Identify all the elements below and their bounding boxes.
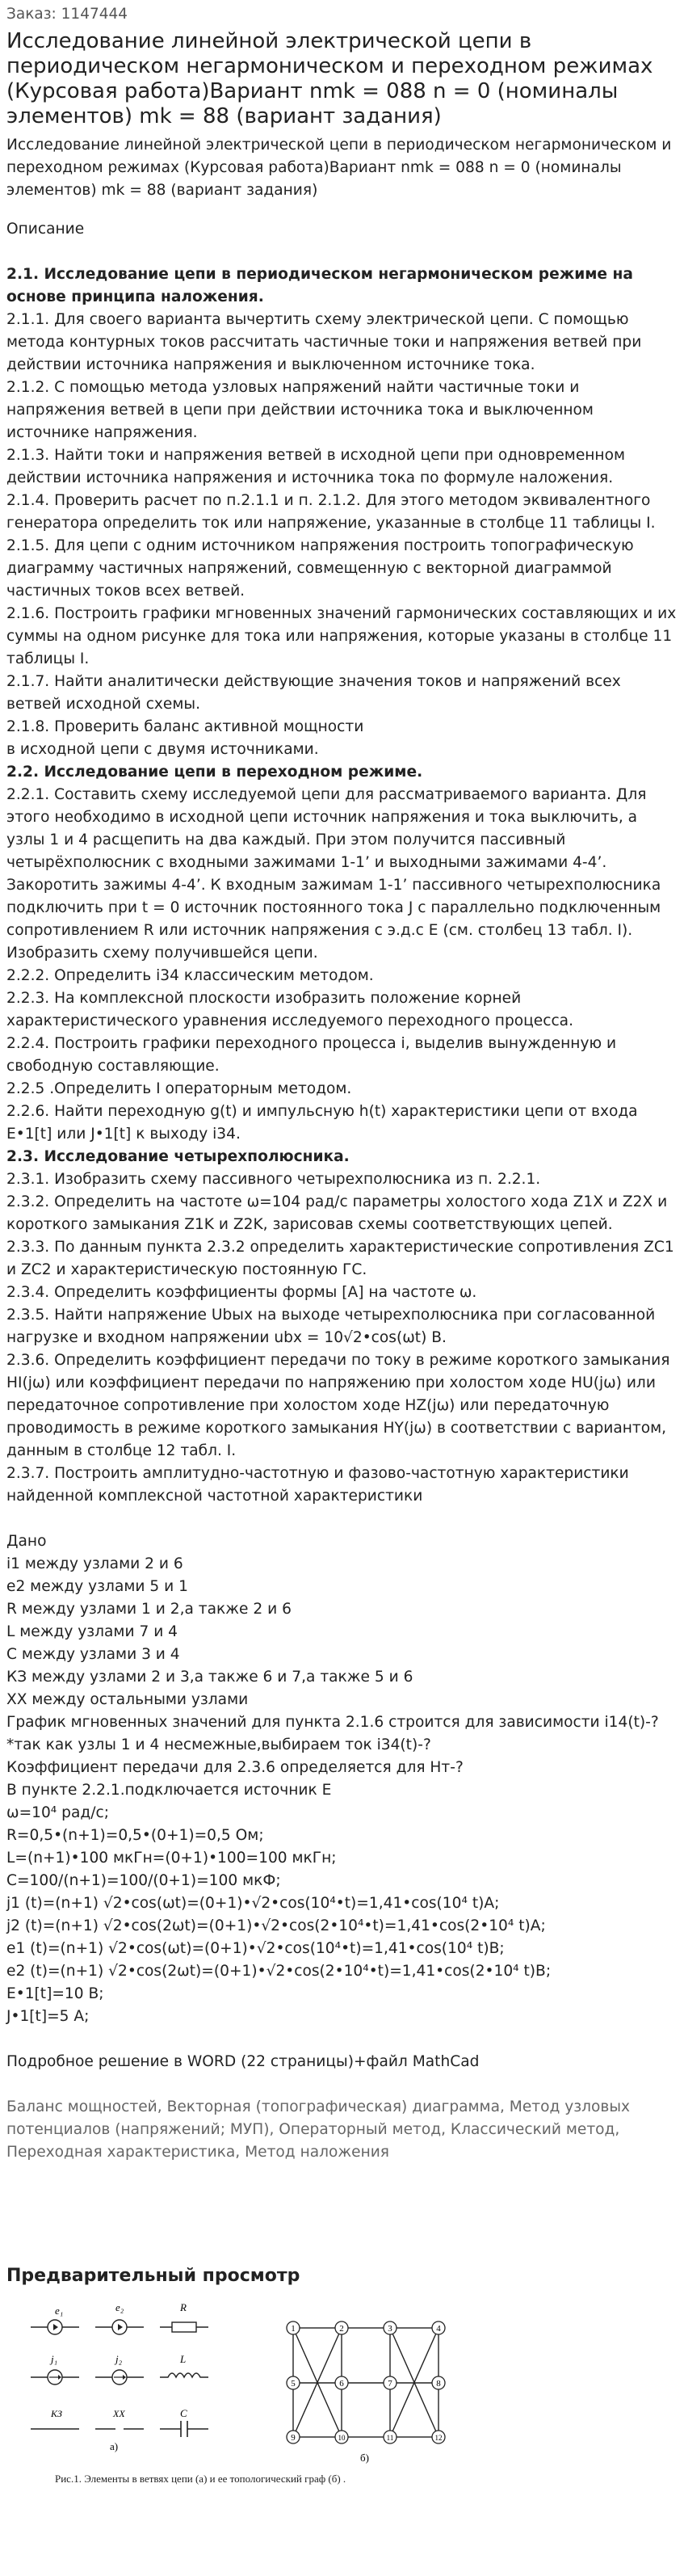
given-line: C=100/(n+1)=100/(0+1)=100 мкФ; xyxy=(6,1872,281,1889)
figure-caption: Рис.1. Элементы в ветвях цепи (а) и ее топологический граф (б) . xyxy=(55,2473,346,2485)
task-item: 2.3.6. Определить коэффициент передачи по току в режиме короткого замыкания HI(jω) или коэффициент передачи по напряжению при холостом ходе HU(jω) или передаточное сопротивление при холостом ходе HZ(jω) или передаточную проводимость в режиме короткого замыкания HY(jω) в соответствии с вариантом, данным в столбце 12 табл. I. xyxy=(6,1352,670,1459)
element-R xyxy=(160,2301,208,2332)
solution-note: Подробное решение в WORD (22 страницы)+файл MathCad xyxy=(6,2053,480,2070)
given-data xyxy=(6,1530,678,2028)
figure-b-label: б) xyxy=(360,2452,369,2464)
task-item: 2.2.2. Определить i34 классическим методом. xyxy=(6,967,374,984)
section-heading: 2.1. Исследование цепи в периодическом негармоническом режиме на основе принципа наложения. xyxy=(6,266,633,305)
given-line: В пункте 2.2.1.подключается источник E xyxy=(6,1782,332,1799)
task-item: 2.1.1. Для своего варианта вычертить схему электрической цепи. С помощью метода контурных токов рассчитать частичные токи и напряжения ветвей при действии источника напряжения и выключенном источнике тока. xyxy=(6,311,642,373)
given-line: КЗ между узлами 2 и 3,а также 6 и 7,а также 5 и 6 xyxy=(6,1669,413,1686)
task-item: 2.1.3. Найти токи и напряжения ветвей в исходной цепи при одновременном действии источника напряжения и источника тока по формуле наложения. xyxy=(6,447,625,486)
description-label: Описание xyxy=(6,221,85,238)
figure-a-label: а) xyxy=(110,2440,119,2452)
task-description xyxy=(6,263,678,1508)
given-line: ω=10⁴ рад/с; xyxy=(6,1804,109,1821)
task-item: 2.1.8. Проверить баланс активной мощности xyxy=(6,718,364,735)
given-line: e2 между узлами 5 и 1 xyxy=(6,1578,188,1595)
kz-label: КЗ xyxy=(51,2408,62,2419)
C-label: C xyxy=(180,2407,187,2419)
task-item: 2.3.2. Определить на частоте ω=104 рад/с параметры холостого хода Z1X и Z2X и короткого замыкания Z1K и Z2K, зарисовав схемы соответствующих цепей. xyxy=(6,1193,668,1233)
j1-label: j₁ xyxy=(51,2353,58,2365)
graph-node-label: 3 xyxy=(388,2324,392,2334)
tag-list: Баланс мощностей, Векторная (топографическая) диаграмма, Метод узловых потенциалов (напряжений; МУП), Операторный метод, Классический метод, Переходная характеристика, Метод наложения xyxy=(6,2098,631,2161)
task-item: 2.3.3. По данным пункта 2.3.2 определить характеристические сопротивления ZC1 и ZC2 и характеристическую постоянную ГC. xyxy=(6,1239,674,1278)
task-item: 2.3.7. Построить амплитудно-частотную и фазово-частотную характеристики найденной комплексной частотной характеристики xyxy=(6,1465,629,1505)
element-L xyxy=(160,2353,208,2377)
given-line: *так как узлы 1 и 4 несмежные,выбираем ток i34(t)-? xyxy=(6,1736,431,1753)
L-label: L xyxy=(180,2353,187,2365)
j2-label: j₂ xyxy=(115,2353,123,2365)
topological-graph xyxy=(293,2328,439,2437)
section-heading: 2.3. Исследование четырехполюсника. xyxy=(6,1148,350,1165)
given-line: Дано xyxy=(6,1533,47,1550)
given-line: J•1[t]=5 A; xyxy=(6,2008,90,2025)
e1-label: e₁ xyxy=(55,2305,64,2317)
given-line: R между узлами 1 и 2,а также 2 и 6 xyxy=(6,1601,292,1618)
task-item: 2.1.4. Проверить расчет по п.2.1.1 и п. 2.1.2. Для этого методом эквивалентного генератора определить ток или напряжение, указанные в столбце 11 таблицы I. xyxy=(6,492,656,532)
element-j2 xyxy=(95,2353,144,2384)
circuit-figure xyxy=(6,2300,459,2469)
task-item: 2.3.1. Изобразить схему пассивного четырехполюсника из п. 2.2.1. xyxy=(6,1171,541,1188)
given-line: E•1[t]=10 B; xyxy=(6,1985,104,2002)
page-title: Исследование линейной электрической цепи в периодическом негармоническом и переходном режимах (Курсовая работа)Вариант nmk = 088 n = 0 (номиналы элементов) mk = 88 (вариант задания) xyxy=(6,29,653,128)
task-item: 2.3.5. Найти напряжение Ubыx на выходе четырехполюсника при согласованной нагрузке и входном напряжении ubx = 10√2•cos(ωt) B. xyxy=(6,1307,656,1346)
task-item: 2.1.6. Построить графики мгновенных значений гармонических составляющих и их суммы на одном рисунке для тока или напряжения, которые указаны в столбце 11 таблицы I. xyxy=(6,605,677,667)
element-j1 xyxy=(31,2353,79,2384)
graph-node-label: 12 xyxy=(434,2434,443,2442)
spacer xyxy=(6,1508,678,1530)
task-item: 2.1.5. Для цепи с одним источником напряжения построить топографическую диаграмму частичных напряжений, совмещенную с векторной диаграммой частичных токов всех ветвей. xyxy=(6,537,634,600)
element-xx xyxy=(95,2408,144,2429)
order-number: Заказ: 1147444 xyxy=(6,6,128,23)
graph-node-label: 9 xyxy=(291,2433,296,2443)
spacer xyxy=(6,2028,678,2051)
given-line: j1 (t)=(n+1) √2•cos(ωt)=(0+1)•√2•cos(10⁴•t)=1,41•cos(10⁴ t)A; xyxy=(6,1895,500,1912)
given-line: График мгновенных значений для пункта 2.1.6 строится для зависимости i14(t)-? xyxy=(6,1714,659,1731)
given-line: e2 (t)=(n+1) √2•cos(2ωt)=(0+1)•√2•cos(2•10⁴•t)=1,41•cos(2•10⁴ t)B; xyxy=(6,1963,552,1980)
graph-node-label: 11 xyxy=(386,2434,394,2442)
graph-node-label: 6 xyxy=(339,2379,344,2389)
element-e1 xyxy=(31,2305,79,2334)
given-line: L=(n+1)•100 мкГн=(0+1)•100=100 мкГн; xyxy=(6,1850,337,1867)
graph-node-label: 8 xyxy=(436,2379,441,2389)
R-label: R xyxy=(180,2301,187,2313)
given-line: i1 между узлами 2 и 6 xyxy=(6,1555,183,1572)
graph-node-label: 7 xyxy=(388,2379,392,2389)
task-item: 2.1.7. Найти аналитически действующие значения токов и напряжений всех ветвей исходной схемы. xyxy=(6,673,621,713)
task-item: в исходной цепи с двумя источниками. xyxy=(6,741,319,758)
preview-figure xyxy=(6,2300,678,2486)
given-line: C между узлами 3 и 4 xyxy=(6,1646,180,1663)
graph-node-label: 1 xyxy=(291,2324,296,2334)
given-line: e1 (t)=(n+1) √2•cos(ωt)=(0+1)•√2•cos(10⁴•t)=1,41•cos(10⁴ t)B; xyxy=(6,1940,505,1957)
task-item: 2.3.4. Определить коэффициенты формы [A] на частоте ω. xyxy=(6,1284,477,1301)
element-C xyxy=(160,2407,208,2437)
task-item: 2.1.2. С помощью метода узловых напряжений найти частичные токи и напряжения ветвей в цепи при действии источника тока и выключенном источнике напряжения. xyxy=(6,379,594,441)
preview-heading: Предварительный просмотр xyxy=(6,2266,300,2286)
task-item: 2.2.4. Построить графики переходного процесса i, выделив вынужденную и свободную составляющие. xyxy=(6,1035,617,1075)
task-item: 2.2.1. Составить схему исследуемой цепи для рассматриваемого варианта. Для этого необходимо в исходной цепи источник напряжения и тока выключить, а узлы 1 и 4 расщепить на два каждый. При этом получится пассивный четырёхполюсник с входными зажимами 1-1’ и выходными зажимами 4-4’. Закоротить зажимы 4-4’. К входным зажимам 1-1’ пассивного четырехполюсника подключить при t = 0 источник постоянного тока J с параллельно подключенным сопротивлением R или источник напряжения с э.д.с E (см. столбец 13 табл. I). Изобразить схему получившейся цепи. xyxy=(6,786,661,962)
graph-node-label: 4 xyxy=(436,2324,441,2334)
graph-node-label: 2 xyxy=(339,2324,344,2334)
given-line: Коэффициент передачи для 2.3.6 определяется для Hт-? xyxy=(6,1759,464,1776)
given-line: L между узлами 7 и 4 xyxy=(6,1623,178,1640)
page-subtitle: Исследование линейной электрической цепи в периодическом негармоническом и переходном режимах (Курсовая работа)Вариант nmk = 088 n = 0 (номиналы элементов) mk = 88 (вариант задания) xyxy=(6,137,672,199)
element-kz xyxy=(31,2408,79,2429)
task-item: 2.2.5 .Определить I операторным методом. xyxy=(6,1080,352,1097)
task-item: 2.2.6. Найти переходную g(t) и импульсную h(t) характеристики цепи от входа E•1[t] или J•1[t] к выходу i34. xyxy=(6,1103,638,1143)
xx-label: ХХ xyxy=(113,2408,125,2419)
e2-label: e₂ xyxy=(115,2301,124,2313)
graph-node-label: 10 xyxy=(338,2434,346,2442)
task-item: 2.2.3. На комплексной плоскости изобразить положение корней характеристического уравнения исследуемого переходного процесса. xyxy=(6,990,573,1029)
section-heading: 2.2. Исследование цепи в переходном режиме. xyxy=(6,764,423,781)
given-line: R=0,5•(n+1)=0,5•(0+1)=0,5 Ом; xyxy=(6,1827,264,1844)
element-e2 xyxy=(95,2301,144,2334)
graph-node-label: 5 xyxy=(291,2379,296,2389)
given-line: XX между остальными узлами xyxy=(6,1691,249,1708)
given-line: j2 (t)=(n+1) √2•cos(2ωt)=(0+1)•√2•cos(2•10⁴•t)=1,41•cos(2•10⁴ t)A; xyxy=(6,1917,546,1934)
